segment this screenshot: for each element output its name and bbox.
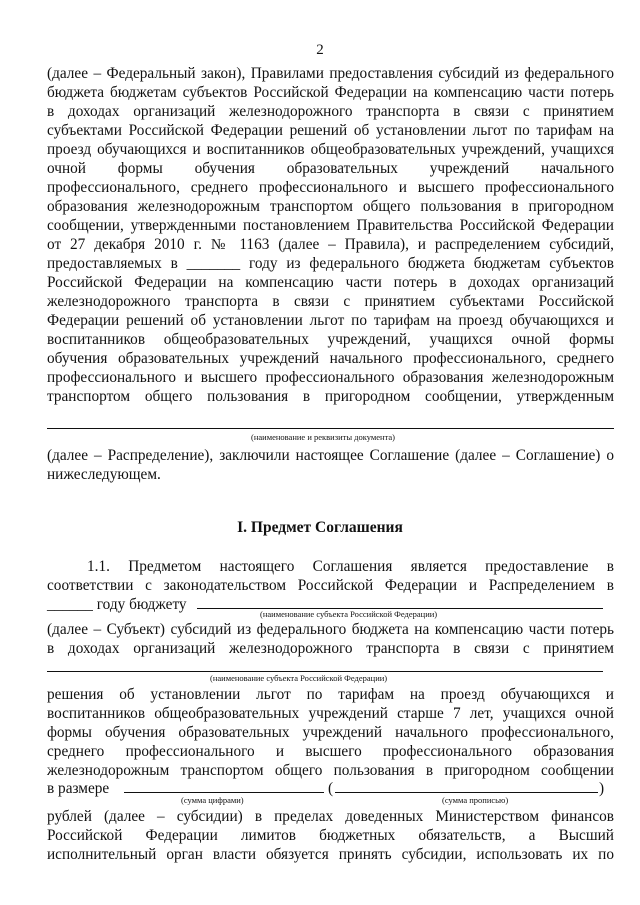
text-line: решения об установлении льгот по тарифам на проезд обучающихся и bbox=[47, 686, 614, 703]
amount-prefix: в размере bbox=[47, 780, 110, 797]
text-line: нижеследующем. bbox=[47, 466, 161, 483]
amount-digits-blank bbox=[124, 792, 324, 793]
paragraph-intro bbox=[47, 64, 614, 406]
caption-document: (наименование и реквизиты документа) bbox=[251, 432, 396, 442]
paragraph-decision bbox=[47, 685, 614, 780]
section-title: I. Предмет Соглашения bbox=[237, 519, 403, 536]
text-line: (далее – Федеральный закон), Правилами предоставления субсидий из федерального bbox=[47, 65, 614, 82]
amount-open-paren: ( bbox=[328, 780, 334, 797]
text-line: рублей (далее – субсидии) в пределах доведенных Министерством финансов bbox=[47, 808, 614, 825]
text-line: сообщении, утвержденными постановлением Правительства Российской Федерации bbox=[47, 217, 614, 234]
paragraph-after-document bbox=[47, 446, 614, 484]
text-line: формы обучения образовательных учреждений начального профессионального, bbox=[47, 724, 614, 741]
text-line: транспортом общего пользования в пригородном сообщении, утвержденным bbox=[47, 388, 614, 405]
caption-sum-digits: (сумма цифрами) bbox=[181, 795, 244, 805]
text-line: предоставляемых в _______ году из федерального бюджета бюджетам субъектов bbox=[47, 255, 614, 272]
text-line: очной формы обучения образовательных учреждений начального bbox=[47, 160, 614, 177]
text-line: Российской Федерации на компенсацию части потерь в доходах организаций bbox=[47, 274, 614, 291]
text-line: в доходах организаций железнодорожного транспорта в связи с принятием bbox=[47, 103, 614, 120]
year-budget-text: ______ году бюджету bbox=[47, 596, 187, 613]
text-line: железнодорожным транспортом общего пользования в пригородном сообщении bbox=[47, 762, 614, 779]
text-line: железнодорожного транспорта в связи с принятием субъектами Российской bbox=[47, 293, 614, 310]
text-line: Российской Федерации лимитов бюджетных обязательств, а Высший bbox=[47, 827, 614, 844]
text-line: субъектами Российской Федерации решений об установлении льгот по тарифам на bbox=[47, 122, 614, 139]
caption-subject-1: (наименование субъекта Российской Федерации) bbox=[260, 609, 438, 619]
text-line: (далее – Субъект) субсидий из федерального бюджета на компенсацию части потерь bbox=[47, 621, 614, 638]
text-line: профессионального, среднего профессионального и высшего профессионального bbox=[47, 179, 614, 196]
text-line: среднего профессионального и высшего профессионального образования bbox=[47, 743, 614, 760]
text-line: проезд обучающихся и воспитанников общеобразовательных учреждений, учащихся bbox=[47, 141, 614, 158]
text-line: в доходах организаций железнодорожного транспорта в связи с принятием bbox=[47, 640, 614, 657]
text-line: от 27 декабря 2010 г. № 1163 (далее – Правила), и распределением субсидий, bbox=[47, 236, 614, 253]
text-line: образования железнодорожным транспортом общего пользования в пригородном bbox=[47, 198, 614, 215]
page-number: 2 bbox=[316, 42, 324, 58]
text-line: бюджета бюджетам субъектов Российской Федерации на компенсацию части потерь bbox=[47, 84, 614, 101]
amount-words-blank bbox=[335, 792, 598, 793]
amount-close-paren: ) bbox=[599, 780, 605, 797]
text-line: Федерации решений об установлении льгот по тарифам на проезд обучающихся и bbox=[47, 312, 614, 329]
text-line: соответствии с законодательством Российской Федерации и Распределением в bbox=[47, 577, 614, 594]
document-name-blank bbox=[47, 428, 614, 429]
text-line: исполнительный орган власти обязуется принять субсидии, использовать их по bbox=[47, 846, 614, 863]
paragraph-rubles bbox=[47, 807, 614, 864]
text-line: профессионального и высшего профессионального образования железнодорожным bbox=[47, 369, 614, 386]
paragraph-subject bbox=[47, 620, 614, 658]
text-line: обучения образовательных учреждений начального профессионального, среднего bbox=[47, 350, 614, 367]
text-line: воспитанников общеобразовательных учреждений старше 7 лет, учащихся очной bbox=[47, 705, 614, 722]
text-line: воспитанников общеобразовательных учреждений, учащихся очной формы bbox=[47, 331, 614, 348]
caption-sum-words: (сумма прописью) bbox=[442, 795, 509, 805]
subject-name-blank-2 bbox=[47, 671, 603, 672]
text-line: (далее – Распределение), заключили настоящее Соглашение (далее – Соглашение) о bbox=[47, 447, 614, 464]
text-line: 1.1. Предметом настоящего Соглашения является предоставление в bbox=[87, 558, 614, 575]
paragraph-1-1 bbox=[47, 557, 614, 595]
caption-subject-2: (наименование субъекта Российской Федерации) bbox=[210, 673, 388, 683]
